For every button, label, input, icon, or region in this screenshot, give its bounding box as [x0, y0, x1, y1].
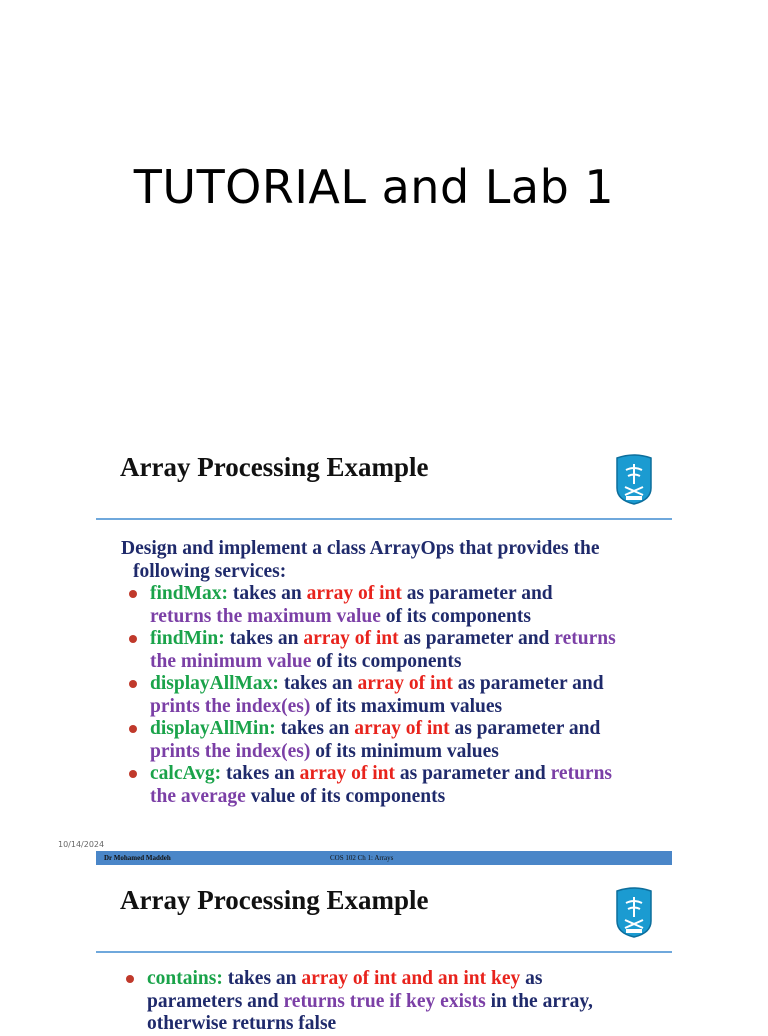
function-name: displayAllMin:: [150, 718, 276, 739]
function-name: calcAvg:: [150, 763, 222, 784]
text: of its minimum values: [310, 740, 499, 762]
list-item: [118, 968, 678, 1036]
bullet-dot-icon: [126, 975, 134, 983]
text: takes an: [221, 763, 300, 784]
list-item: [121, 673, 681, 718]
bullet-dot-icon: [129, 725, 137, 733]
text: otherwise returns false: [147, 1013, 337, 1034]
function-name: contains:: [147, 968, 223, 989]
list-item: [121, 763, 681, 808]
function-name: findMax:: [150, 583, 228, 604]
function-name: displayAllMax:: [150, 673, 279, 694]
type-highlight: array of int: [357, 673, 453, 694]
list-item: [121, 583, 681, 628]
slide2-divider: [96, 951, 672, 953]
slide2-title: Array Processing Example: [120, 885, 429, 915]
intro-line2: following services:: [133, 560, 287, 582]
type-highlight: array of int and an int key: [301, 968, 521, 989]
intro-line1: Design and implement a class ArrayOps that provides the: [121, 538, 600, 559]
text: of its components: [311, 650, 462, 672]
text: as: [520, 968, 543, 989]
services-list: [121, 583, 681, 808]
bullet-dot-icon: [129, 770, 137, 778]
type-highlight: array of int: [354, 718, 450, 739]
text: takes an: [224, 628, 304, 649]
bullet-dot-icon: [129, 635, 137, 643]
slide1-body: [121, 538, 681, 808]
text: value of its components: [245, 785, 446, 807]
kingdom-emblem-icon: [614, 454, 654, 506]
footer-course: COS 102 Ch 1: Arrays: [330, 854, 394, 862]
text: in the array,: [485, 990, 593, 1012]
kingdom-emblem-icon: [614, 887, 654, 939]
cover-title: TUTORIAL and Lab 1: [133, 160, 615, 214]
slide-footer: [96, 851, 672, 865]
list-item: [121, 628, 681, 673]
text: as parameter and: [394, 763, 551, 784]
text: takes an: [222, 968, 302, 989]
function-name: findMin:: [150, 628, 225, 649]
text: of its components: [380, 605, 531, 627]
bullet-dot-icon: [129, 680, 137, 688]
slide1-divider: [96, 518, 672, 520]
text: as parameter and: [452, 673, 604, 694]
return-highlight: returns: [550, 763, 613, 784]
type-highlight: array of int: [303, 628, 399, 649]
services-list: [118, 968, 678, 1036]
return-highlight: prints the index(es): [150, 695, 311, 717]
text: takes an: [228, 583, 307, 604]
list-item: [121, 718, 681, 763]
return-highlight: returns: [554, 628, 616, 649]
type-highlight: array of int: [306, 583, 402, 604]
text: parameters and: [147, 990, 284, 1012]
text: of its maximum values: [310, 695, 503, 717]
text: takes an: [275, 718, 355, 739]
slide2-body: [118, 968, 678, 1036]
slide1-title: Array Processing Example: [120, 452, 429, 482]
return-highlight: returns true if key exists: [283, 990, 486, 1012]
text: as parameter and: [401, 583, 553, 604]
return-highlight: prints the index(es): [150, 740, 311, 762]
text: takes an: [278, 673, 358, 694]
return-highlight: returns the maximum value: [150, 605, 381, 627]
return-highlight: the minimum value: [150, 650, 312, 672]
type-highlight: array of int: [299, 763, 395, 784]
return-highlight: the average: [150, 785, 246, 807]
text: as parameter and: [449, 718, 601, 739]
bullet-dot-icon: [129, 590, 137, 598]
text: as parameter and: [398, 628, 555, 649]
slide-date: 10/14/2024: [58, 840, 105, 849]
footer-author: Dr Mohamed Maddeh: [104, 854, 171, 862]
